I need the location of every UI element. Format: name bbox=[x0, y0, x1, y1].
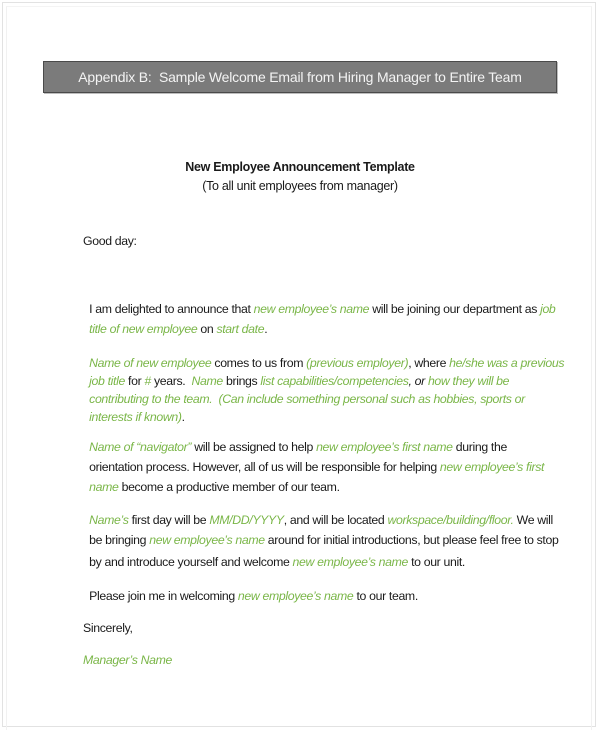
text-run: be bringing bbox=[89, 533, 150, 547]
placeholder-job-title: job title bbox=[89, 374, 125, 388]
placeholder-capabilities: list capabilities/competencies bbox=[260, 374, 409, 388]
document-subheading: (To all unit employees from manager) bbox=[202, 179, 398, 193]
paragraph-navigator-line-3 bbox=[83, 466, 340, 494]
placeholder-name: Name bbox=[191, 374, 223, 388]
text-run: I am delighted to announce that bbox=[89, 302, 254, 316]
text-run: comes to us from bbox=[211, 356, 307, 370]
placeholder-first-name: new employee’s first name bbox=[316, 440, 453, 454]
placeholder-date: MM/DD/YYYY bbox=[209, 513, 284, 527]
text-run: orientation process. However, all of us will be responsible for helping bbox=[89, 460, 440, 474]
appendix-title: Appendix B: Sample Welcome Email from Hiring Manager to Entire Team bbox=[78, 69, 522, 85]
placeholder-employee-name: Name of new employee bbox=[89, 356, 212, 370]
text-run: . bbox=[264, 322, 268, 336]
placeholder-first-name: new employee’s first bbox=[439, 460, 545, 474]
text-run: We will bbox=[513, 513, 553, 527]
text-run: , where bbox=[408, 356, 450, 370]
text-run: . bbox=[181, 410, 185, 424]
placeholder-name: Name’s bbox=[89, 513, 129, 527]
text-run: around for initial introductions, but please feel free to stop bbox=[264, 533, 559, 547]
text-run: to our team. bbox=[353, 589, 418, 603]
placeholder-location: workspace/building/floor. bbox=[387, 513, 514, 527]
text-run: Please join me in welcoming bbox=[89, 589, 238, 603]
text-run: brings bbox=[222, 374, 261, 388]
placeholder-previous-role: he/she was a previous bbox=[449, 356, 565, 370]
text-run: years. bbox=[150, 374, 192, 388]
text-run: will be assigned to help bbox=[191, 440, 317, 454]
text-run: for bbox=[124, 374, 145, 388]
text-run: will be joining our department as bbox=[369, 302, 541, 316]
paragraph-closing-invite bbox=[83, 575, 418, 603]
text-run: become a productive member of our team. bbox=[118, 480, 340, 494]
paragraph-background-line-4 bbox=[83, 396, 185, 424]
placeholder-personal-note: interests if known) bbox=[89, 410, 182, 424]
placeholder-navigator-name: Name of “navigator” bbox=[89, 440, 192, 454]
greeting: Good day: bbox=[83, 234, 137, 248]
placeholder-years: # bbox=[144, 374, 151, 388]
text-run: on bbox=[197, 322, 217, 336]
placeholder-employee-name: new employee’s name bbox=[292, 555, 409, 569]
placeholder-start-date: start date bbox=[216, 322, 265, 336]
placeholder-employee-name: new employee’s name bbox=[237, 589, 354, 603]
placeholder-job-title: job bbox=[540, 302, 556, 316]
placeholder-personal-note: contributing to the team. (Can include something personal such as hobbies, sports or bbox=[89, 392, 525, 406]
paragraph-first-day-line-3 bbox=[83, 541, 465, 569]
placeholder-first-name: name bbox=[89, 480, 119, 494]
text-run: to our unit. bbox=[408, 555, 465, 569]
sign-off: Sincerely, bbox=[83, 621, 133, 635]
text-run: , and will be located bbox=[283, 513, 388, 527]
text-run: during the bbox=[452, 440, 507, 454]
paragraph-announcement-line-2 bbox=[83, 308, 267, 336]
document-heading: New Employee Announcement Template bbox=[185, 160, 415, 174]
signature-placeholder: Manager’s Name bbox=[83, 653, 172, 667]
placeholder-contribution: how they will be bbox=[427, 374, 510, 388]
placeholder-employee-name: new employee’s name bbox=[253, 302, 370, 316]
text-run: , or bbox=[408, 374, 428, 388]
appendix-title-bar bbox=[43, 61, 557, 93]
text-run: by and introduce yourself and welcome bbox=[89, 555, 293, 569]
placeholder-employee-name: new employee’s name bbox=[149, 533, 265, 547]
placeholder-job-title: title of new employee bbox=[89, 322, 198, 336]
placeholder-previous-employer: (previous employer) bbox=[306, 356, 409, 370]
text-run: first day will be bbox=[128, 513, 210, 527]
